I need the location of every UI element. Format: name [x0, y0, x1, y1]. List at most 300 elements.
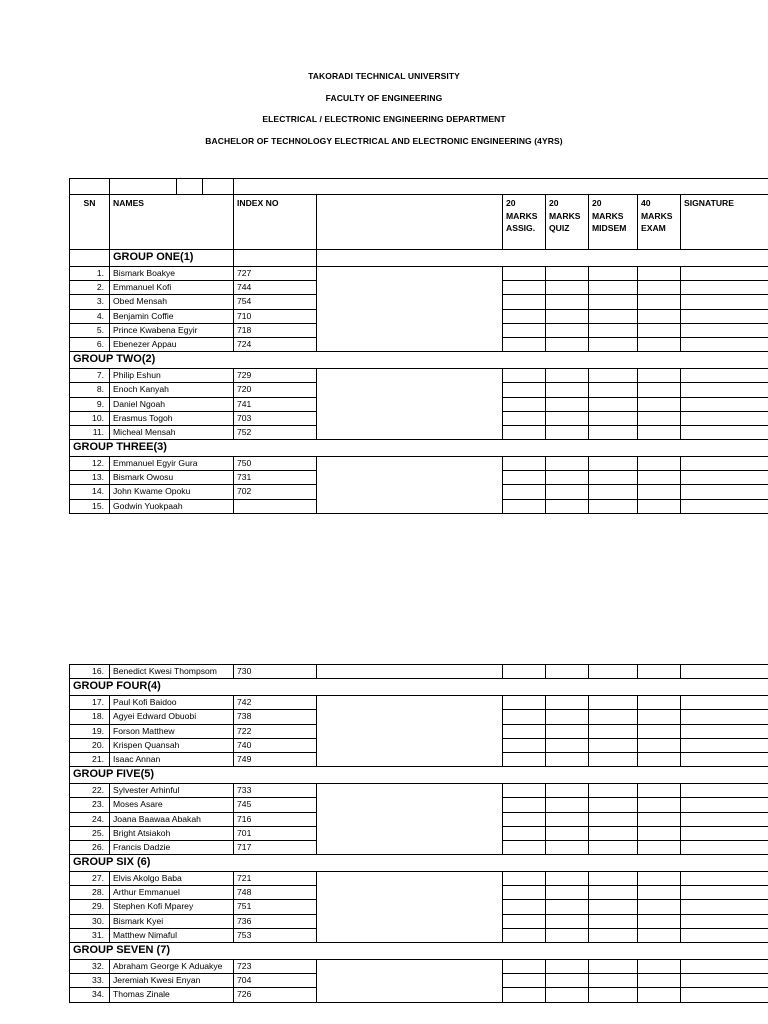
- student-name: Bismark Boakye: [110, 267, 234, 281]
- student-row: [70, 900, 768, 914]
- student-row: [70, 974, 768, 988]
- exam-mark-cell: [638, 281, 681, 295]
- assig-mark-cell: [503, 886, 546, 900]
- student-index: 704: [234, 974, 317, 988]
- midsem-mark-cell: [589, 323, 638, 337]
- student-index: 731: [234, 471, 317, 485]
- student-index: 733: [234, 784, 317, 798]
- student-sn: 3.: [70, 295, 110, 309]
- midsem-mark-cell: [589, 397, 638, 411]
- student-index: [234, 499, 317, 513]
- university-title: TAKORADI TECHNICAL UNIVERSITY: [308, 71, 460, 81]
- midsem-mark-cell: [589, 295, 638, 309]
- student-sn: 9.: [70, 397, 110, 411]
- midsem-mark-cell: [589, 309, 638, 323]
- exam-mark-cell: [638, 812, 681, 826]
- student-row: [70, 710, 768, 724]
- student-sn: 24.: [70, 812, 110, 826]
- exam-mark-cell: [638, 840, 681, 854]
- student-name: Stephen Kofi Mparey: [110, 900, 234, 914]
- exam-mark-cell: [638, 457, 681, 471]
- group-title: GROUP SIX (6): [70, 855, 768, 872]
- blank-cell: [317, 411, 503, 425]
- student-index: 751: [234, 900, 317, 914]
- quiz-mark-cell: [546, 798, 589, 812]
- student-row: [70, 812, 768, 826]
- student-sn: 30.: [70, 914, 110, 928]
- student-sn: 26.: [70, 840, 110, 854]
- student-sn: 15.: [70, 499, 110, 513]
- student-row: [70, 309, 768, 323]
- student-row: [70, 872, 768, 886]
- blank-cell: [317, 988, 503, 1002]
- student-name: Benedict Kwesi Thompsom: [110, 665, 234, 679]
- quiz-mark-cell: [546, 411, 589, 425]
- student-sn: 16.: [70, 665, 110, 679]
- student-sn: 13.: [70, 471, 110, 485]
- midsem-mark-cell: [589, 826, 638, 840]
- exam-mark-cell: [638, 914, 681, 928]
- quiz-mark-cell: [546, 397, 589, 411]
- student-name: Emmanuel Kofi: [110, 281, 234, 295]
- quiz-mark-cell: [546, 886, 589, 900]
- exam-mark-cell: [638, 974, 681, 988]
- midsem-mark-cell: [589, 499, 638, 513]
- blank-cell: [317, 369, 503, 383]
- blank-cell: [317, 267, 503, 281]
- student-index: 752: [234, 425, 317, 439]
- blank-cell: [317, 812, 503, 826]
- assig-mark-cell: [503, 872, 546, 886]
- exam-mark-cell: [638, 752, 681, 766]
- assig-mark-cell: [503, 485, 546, 499]
- student-sn: 14.: [70, 485, 110, 499]
- signature-cell: [681, 337, 768, 351]
- marks-table-1: [69, 178, 768, 514]
- assig-mark-cell: [503, 988, 546, 1002]
- student-index: 723: [234, 960, 317, 974]
- signature-cell: [681, 960, 768, 974]
- blank-cell: [317, 471, 503, 485]
- student-name: Sylvester Arhinful: [110, 784, 234, 798]
- exam-mark-cell: [638, 425, 681, 439]
- signature-cell: [681, 309, 768, 323]
- signature-cell: [681, 267, 768, 281]
- student-sn: 7.: [70, 369, 110, 383]
- student-sn: 34.: [70, 988, 110, 1002]
- blank-cell: [317, 337, 503, 351]
- exam-mark-cell: [638, 872, 681, 886]
- signature-cell: [681, 812, 768, 826]
- blank-cell: [317, 281, 503, 295]
- student-name: Obed Mensah: [110, 295, 234, 309]
- exam-mark-cell: [638, 738, 681, 752]
- student-name: Moses Asare: [110, 798, 234, 812]
- student-sn: 25.: [70, 826, 110, 840]
- group-title: GROUP THREE(3): [70, 440, 768, 457]
- student-name: Micheal Mensah: [110, 425, 234, 439]
- signature-cell: [681, 872, 768, 886]
- blank-cell: [317, 798, 503, 812]
- midsem-mark-cell: [589, 471, 638, 485]
- student-row: [70, 425, 768, 439]
- student-name: Elvis Akolgo Baba: [110, 872, 234, 886]
- student-sn: 1.: [70, 267, 110, 281]
- student-name: Matthew Nimaful: [110, 928, 234, 942]
- student-name: Enoch Kanyah: [110, 383, 234, 397]
- student-index: 701: [234, 826, 317, 840]
- group-title: GROUP FIVE(5): [70, 767, 768, 784]
- exam-mark-cell: [638, 485, 681, 499]
- midsem-mark-cell: [589, 724, 638, 738]
- student-index: 748: [234, 886, 317, 900]
- student-index: 727: [234, 267, 317, 281]
- student-index: 740: [234, 738, 317, 752]
- student-sn: 20.: [70, 738, 110, 752]
- student-index: 722: [234, 724, 317, 738]
- student-name: Bright Atsiakoh: [110, 826, 234, 840]
- exam-mark-cell: [638, 337, 681, 351]
- student-row: [70, 323, 768, 337]
- student-sn: 17.: [70, 696, 110, 710]
- quiz-mark-cell: [546, 928, 589, 942]
- quiz-mark-cell: [546, 665, 589, 679]
- signature-cell: [681, 724, 768, 738]
- student-index: 716: [234, 812, 317, 826]
- student-index: 753: [234, 928, 317, 942]
- exam-mark-cell: [638, 988, 681, 1002]
- group-title: GROUP FOUR(4): [70, 679, 768, 696]
- signature-cell: [681, 784, 768, 798]
- assig-mark-cell: [503, 914, 546, 928]
- student-row: [70, 383, 768, 397]
- signature-cell: [681, 499, 768, 513]
- student-row: [70, 485, 768, 499]
- midsem-mark-cell: [589, 665, 638, 679]
- midsem-mark-cell: [589, 900, 638, 914]
- signature-cell: [681, 974, 768, 988]
- quiz-mark-cell: [546, 872, 589, 886]
- exam-mark-cell: [638, 928, 681, 942]
- exam-mark-cell: [638, 383, 681, 397]
- quiz-mark-cell: [546, 369, 589, 383]
- quiz-mark-cell: [546, 696, 589, 710]
- signature-cell: [681, 323, 768, 337]
- group-title: GROUP ONE(1): [110, 250, 234, 267]
- student-name: Godwin Yuokpaah: [110, 499, 234, 513]
- assig-mark-cell: [503, 752, 546, 766]
- assig-mark-cell: [503, 295, 546, 309]
- col-header-quiz: 20 MARKS QUIZ: [546, 195, 589, 250]
- student-index: 720: [234, 383, 317, 397]
- quiz-mark-cell: [546, 710, 589, 724]
- student-sn: 21.: [70, 752, 110, 766]
- quiz-mark-cell: [546, 267, 589, 281]
- midsem-mark-cell: [589, 738, 638, 752]
- student-sn: 28.: [70, 886, 110, 900]
- group-header-row: [70, 352, 768, 369]
- student-sn: 12.: [70, 457, 110, 471]
- signature-cell: [681, 840, 768, 854]
- quiz-mark-cell: [546, 485, 589, 499]
- exam-mark-cell: [638, 323, 681, 337]
- signature-cell: [681, 411, 768, 425]
- student-row: [70, 369, 768, 383]
- blank-cell: [317, 872, 503, 886]
- signature-cell: [681, 696, 768, 710]
- blank-cell: [317, 485, 503, 499]
- midsem-mark-cell: [589, 872, 638, 886]
- student-sn: 2.: [70, 281, 110, 295]
- blank-cell: [317, 309, 503, 323]
- midsem-mark-cell: [589, 696, 638, 710]
- student-sn: 29.: [70, 900, 110, 914]
- student-index: 702: [234, 485, 317, 499]
- assig-mark-cell: [503, 724, 546, 738]
- student-row: [70, 914, 768, 928]
- student-index: 744: [234, 281, 317, 295]
- student-index: 745: [234, 798, 317, 812]
- col-header-names: NAMES: [110, 195, 234, 250]
- exam-mark-cell: [638, 397, 681, 411]
- exam-mark-cell: [638, 710, 681, 724]
- group-title: GROUP SEVEN (7): [70, 943, 768, 960]
- signature-cell: [681, 886, 768, 900]
- student-name: Isaac Annan: [110, 752, 234, 766]
- exam-mark-cell: [638, 724, 681, 738]
- blank-cell: [317, 499, 503, 513]
- assig-mark-cell: [503, 696, 546, 710]
- group-header-row: [70, 679, 768, 696]
- student-index: 736: [234, 914, 317, 928]
- student-index: 710: [234, 309, 317, 323]
- midsem-mark-cell: [589, 886, 638, 900]
- marks-table-2: [69, 664, 768, 1003]
- student-name: Prince Kwabena Egyir: [110, 323, 234, 337]
- quiz-mark-cell: [546, 738, 589, 752]
- blank-cell: [317, 900, 503, 914]
- student-row: [70, 499, 768, 513]
- student-row: [70, 988, 768, 1002]
- student-row: [70, 724, 768, 738]
- midsem-mark-cell: [589, 457, 638, 471]
- blank-cell: [317, 383, 503, 397]
- exam-mark-cell: [638, 900, 681, 914]
- student-name: Forson Matthew: [110, 724, 234, 738]
- col-header-blank: [317, 195, 503, 250]
- blank-cell: [317, 250, 768, 267]
- quiz-mark-cell: [546, 337, 589, 351]
- student-row: [70, 798, 768, 812]
- exam-mark-cell: [638, 886, 681, 900]
- assig-mark-cell: [503, 337, 546, 351]
- student-row: [70, 826, 768, 840]
- exam-mark-cell: [638, 798, 681, 812]
- student-row: [70, 928, 768, 942]
- assig-mark-cell: [503, 281, 546, 295]
- student-index: 724: [234, 337, 317, 351]
- quiz-mark-cell: [546, 295, 589, 309]
- assig-mark-cell: [503, 840, 546, 854]
- midsem-mark-cell: [589, 425, 638, 439]
- student-row: [70, 696, 768, 710]
- assig-mark-cell: [503, 383, 546, 397]
- midsem-mark-cell: [589, 960, 638, 974]
- blank-cell: [317, 960, 503, 974]
- quiz-mark-cell: [546, 988, 589, 1002]
- col-header-exam: 40 MARKS EXAM: [638, 195, 681, 250]
- assig-mark-cell: [503, 900, 546, 914]
- student-row: [70, 752, 768, 766]
- student-sn: 23.: [70, 798, 110, 812]
- exam-mark-cell: [638, 411, 681, 425]
- student-sn: 4.: [70, 309, 110, 323]
- col-header-assig: 20 MARKS ASSIG.: [503, 195, 546, 250]
- assig-mark-cell: [503, 928, 546, 942]
- signature-cell: [681, 928, 768, 942]
- student-row: [70, 840, 768, 854]
- midsem-mark-cell: [589, 840, 638, 854]
- student-row: [70, 337, 768, 351]
- blank-cell: [317, 323, 503, 337]
- midsem-mark-cell: [589, 267, 638, 281]
- midsem-mark-cell: [589, 752, 638, 766]
- signature-cell: [681, 457, 768, 471]
- quiz-mark-cell: [546, 900, 589, 914]
- blank-cell: [317, 710, 503, 724]
- student-row: [70, 471, 768, 485]
- assig-mark-cell: [503, 267, 546, 281]
- student-name: Jeremiah Kwesi Enyan: [110, 974, 234, 988]
- assig-mark-cell: [503, 397, 546, 411]
- assig-mark-cell: [503, 425, 546, 439]
- quiz-mark-cell: [546, 724, 589, 738]
- exam-mark-cell: [638, 369, 681, 383]
- exam-mark-cell: [638, 784, 681, 798]
- midsem-mark-cell: [589, 281, 638, 295]
- assig-mark-cell: [503, 369, 546, 383]
- student-name: Daniel Ngoah: [110, 397, 234, 411]
- blank-cell: [317, 826, 503, 840]
- signature-cell: [681, 710, 768, 724]
- blank-cell: [317, 914, 503, 928]
- student-sn: 18.: [70, 710, 110, 724]
- signature-cell: [681, 471, 768, 485]
- student-sn: 32.: [70, 960, 110, 974]
- student-index: 703: [234, 411, 317, 425]
- blank-cell: [317, 665, 503, 679]
- midsem-mark-cell: [589, 710, 638, 724]
- student-index: 742: [234, 696, 317, 710]
- quiz-mark-cell: [546, 471, 589, 485]
- student-sn: 27.: [70, 872, 110, 886]
- blank-cell: [317, 397, 503, 411]
- quiz-mark-cell: [546, 840, 589, 854]
- signature-cell: [681, 295, 768, 309]
- midsem-mark-cell: [589, 383, 638, 397]
- col-header-midsem: 20 MARKS MIDSEM: [589, 195, 638, 250]
- quiz-mark-cell: [546, 425, 589, 439]
- quiz-mark-cell: [546, 784, 589, 798]
- student-sn: 19.: [70, 724, 110, 738]
- midsem-mark-cell: [589, 812, 638, 826]
- student-row: [70, 960, 768, 974]
- col-header-index: INDEX NO: [234, 195, 317, 250]
- student-sn: 5.: [70, 323, 110, 337]
- assig-mark-cell: [503, 411, 546, 425]
- student-index: 741: [234, 397, 317, 411]
- blank-cell: [317, 752, 503, 766]
- assig-mark-cell: [503, 323, 546, 337]
- quiz-mark-cell: [546, 914, 589, 928]
- column-header-row: [70, 195, 768, 250]
- student-index: 730: [234, 665, 317, 679]
- assig-mark-cell: [503, 499, 546, 513]
- student-row: [70, 397, 768, 411]
- quiz-mark-cell: [546, 752, 589, 766]
- student-name: Erasmus Togoh: [110, 411, 234, 425]
- student-name: Arthur Emmanuel: [110, 886, 234, 900]
- midsem-mark-cell: [589, 369, 638, 383]
- blank-cell: [70, 250, 110, 267]
- assig-mark-cell: [503, 974, 546, 988]
- faculty-title: FACULTY OF ENGINEERING: [325, 93, 443, 103]
- student-row: [70, 267, 768, 281]
- quiz-mark-cell: [546, 974, 589, 988]
- student-sn: 6.: [70, 337, 110, 351]
- signature-cell: [681, 826, 768, 840]
- assig-mark-cell: [503, 784, 546, 798]
- assig-mark-cell: [503, 960, 546, 974]
- signature-cell: [681, 397, 768, 411]
- col-header-signature: SIGNATURE: [681, 195, 768, 250]
- group-header-row: [70, 440, 768, 457]
- group-header-row: [70, 250, 768, 267]
- student-index: 726: [234, 988, 317, 1002]
- programme-title: BACHELOR OF TECHNOLOGY ELECTRICAL AND ELECTRONIC ENGINEERING (4YRS): [205, 136, 563, 146]
- group-header-row: [70, 943, 768, 960]
- student-sn: 33.: [70, 974, 110, 988]
- student-row: [70, 784, 768, 798]
- blank-cell: [317, 974, 503, 988]
- quiz-mark-cell: [546, 323, 589, 337]
- blank-top-row: [70, 179, 768, 195]
- student-sn: 22.: [70, 784, 110, 798]
- quiz-mark-cell: [546, 383, 589, 397]
- exam-mark-cell: [638, 960, 681, 974]
- blank-cell: [317, 928, 503, 942]
- midsem-mark-cell: [589, 337, 638, 351]
- student-name: Ebenezer Appau: [110, 337, 234, 351]
- exam-mark-cell: [638, 696, 681, 710]
- assig-mark-cell: [503, 738, 546, 752]
- quiz-mark-cell: [546, 826, 589, 840]
- signature-cell: [681, 752, 768, 766]
- signature-cell: [681, 738, 768, 752]
- exam-mark-cell: [638, 665, 681, 679]
- assig-mark-cell: [503, 812, 546, 826]
- signature-cell: [681, 281, 768, 295]
- student-row: [70, 457, 768, 471]
- blank-cell: [317, 696, 503, 710]
- blank-cell: [317, 724, 503, 738]
- student-name: John Kwame Opoku: [110, 485, 234, 499]
- blank-cell: [317, 784, 503, 798]
- student-name: Bismark Kyei: [110, 914, 234, 928]
- signature-cell: [681, 900, 768, 914]
- student-name: Joana Baawaa Abakah: [110, 812, 234, 826]
- quiz-mark-cell: [546, 812, 589, 826]
